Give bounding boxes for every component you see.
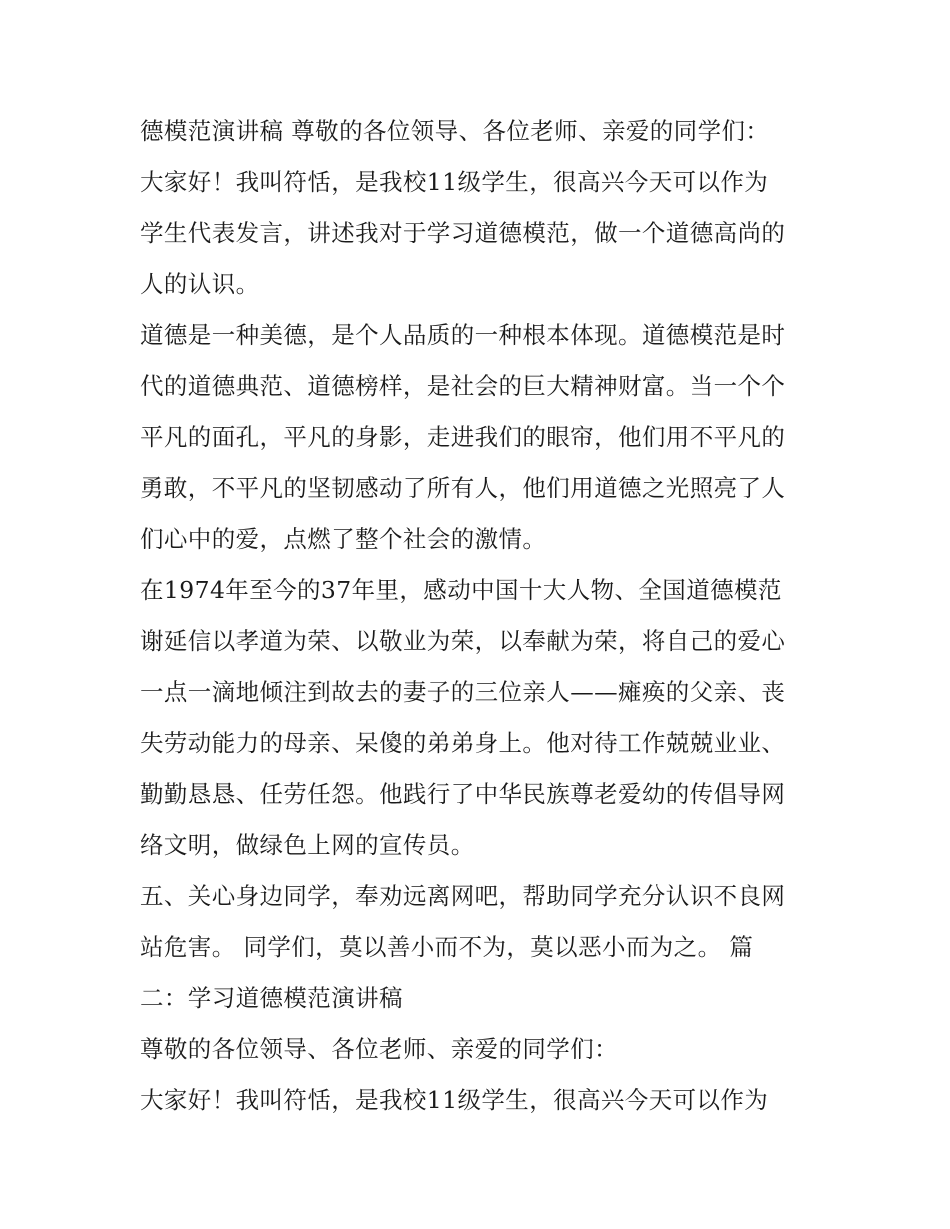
text-line: 人的认识。 — [140, 270, 260, 298]
document-body — [140, 106, 820, 1126]
text-line: 们心中的爱，点燃了整个社会的激情。 — [140, 525, 547, 553]
text-line: 二：学习道德模范演讲稿 — [140, 984, 403, 1012]
text-line: 在1974年至今的37年里，感动中国十大人物、全国道德模范 — [140, 576, 782, 604]
text-line: 道德是一种美德，是个人品质的一种根本体现。道德模范是时 — [140, 321, 786, 349]
text-line: 站危害。 同学们，莫以善小而不为，莫以恶小而为之。 篇 — [140, 933, 754, 961]
text-line: 五、关心身边同学，奉劝远离网吧，帮助同学充分认识不良网 — [140, 882, 786, 910]
text-line: 代的道德典范、道德榜样，是社会的巨大精神财富。当一个个 — [140, 372, 786, 400]
text-line: 尊敬的各位领导、各位老师、亲爱的同学们： — [140, 1035, 618, 1063]
text-line: 平凡的面孔，平凡的身影，走进我们的眼帘，他们用不平凡的 — [140, 423, 786, 451]
text-line: 勤勤恳恳、任劳任怨。他践行了中华民族尊老爱幼的传倡导网 — [140, 780, 786, 808]
text-line: 德模范演讲稿 尊敬的各位领导、各位老师、亲爱的同学们： — [140, 117, 770, 145]
text-line: 谢延信以孝道为荣、以敬业为荣，以奉献为荣，将自己的爱心 — [140, 627, 786, 655]
text-line: 一点一滴地倾注到故去的妻子的三位亲人——瘫痪的父亲、丧 — [140, 678, 786, 706]
text-line: 络文明，做绿色上网的宣传员。 — [140, 831, 475, 859]
text-line: 大家好！我叫符恬，是我校11级学生，很高兴今天可以作为 — [140, 168, 769, 196]
text-line: 学生代表发言，讲述我对于学习道德模范，做一个道德高尚的 — [140, 219, 786, 247]
text-line: 勇敢，不平凡的坚韧感动了所有人，他们用道德之光照亮了人 — [140, 474, 786, 502]
text-line: 失劳动能力的母亲、呆傻的弟弟身上。他对待工作兢兢业业、 — [140, 729, 786, 757]
text-line: 大家好！我叫符恬，是我校11级学生，很高兴今天可以作为 — [140, 1086, 769, 1114]
